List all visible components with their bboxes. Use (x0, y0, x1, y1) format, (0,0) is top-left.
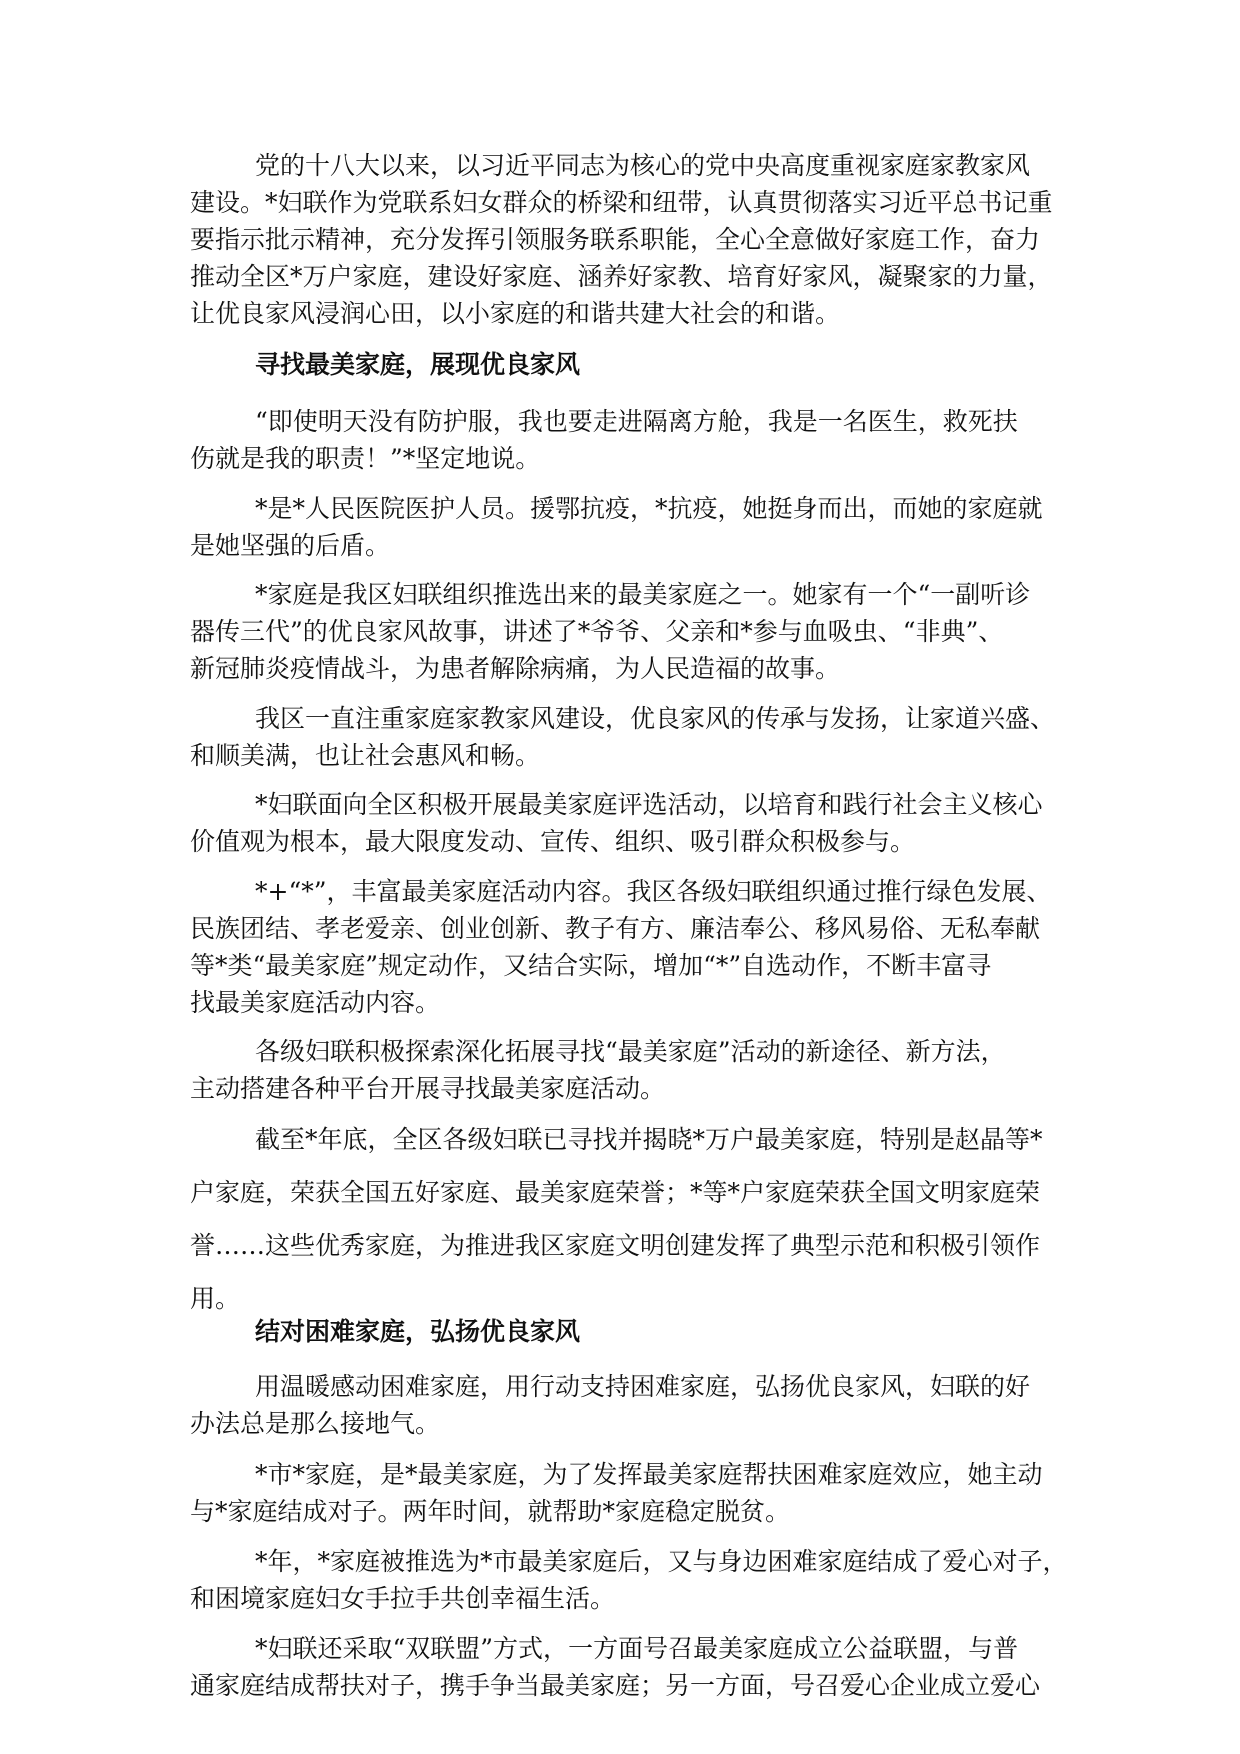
document-page (190, 0, 1068, 1754)
text-line: 和困境家庭妇女手拉手共创幸福生活。 (190, 1584, 616, 1613)
text-line: *市*家庭，是*最美家庭，为了发挥最美家庭帮扶困难家庭效应，她主动 (255, 1460, 1043, 1489)
text-line: *年，*家庭被推选为*市最美家庭后，又与身边困难家庭结成了爱心对子， (255, 1547, 1068, 1576)
text-line: 办法总是那么接地气。 (190, 1409, 441, 1438)
text-line: 伤就是我的职责！”*坚定地说。 (190, 444, 541, 473)
paragraph-activity-content (190, 873, 1050, 1021)
paragraph-support-families (190, 1368, 1050, 1442)
text-line: 让优良家风浸润心田，以小家庭的和谐共建大社会的和谐。 (190, 299, 841, 328)
section-heading-1: 寻找最美家庭，展现优良家风 (255, 350, 581, 379)
text-line: *家庭是我区妇联组织推选出来的最美家庭之一。她家有一个“一副听诊 (255, 580, 1031, 609)
text-line: 党的十八大以来，以习近平同志为核心的党中央高度重视家庭家教家风 (255, 151, 1031, 180)
text-line: 与*家庭结成对子。两年时间，就帮助*家庭稳定脱贫。 (190, 1497, 791, 1526)
paragraph-new-methods (190, 1033, 1050, 1107)
paragraph-dual-alliance (190, 1630, 1050, 1704)
text-line: 器传三代”的优良家风故事，讲述了*爷爷、父亲和*参与血吸虫、“非典”、 (190, 617, 1004, 646)
text-line: 誉……这些优秀家庭，为推进我区家庭文明创建发挥了典型示范和积极引领作 (190, 1231, 1041, 1260)
text-line: 建设。*妇联作为党联系妇女群众的桥梁和纽带，认真贯彻落实习近平总书记重 (190, 188, 1053, 217)
text-line: 是她坚强的后盾。 (190, 531, 391, 560)
text-line: *+“*”，丰富最美家庭活动内容。我区各级妇联组织通过推行绿色发展、 (255, 877, 1052, 906)
text-line: 民族团结、孝老爱亲、创业创新、教子有方、廉洁奉公、移风易俗、无私奉献 (190, 914, 1041, 943)
text-line: 各级妇联积极探索深化拓展寻找“最美家庭”活动的新途径、新方法， (255, 1037, 1006, 1066)
section-heading-2: 结对困难家庭，弘扬优良家风 (255, 1317, 581, 1346)
text-line: 要指示批示精神，充分发挥引领服务联系职能，全心全意做好家庭工作，奋力 (190, 225, 1041, 254)
paragraph-love-pair (190, 1543, 1068, 1617)
paragraph-doctor (190, 490, 1050, 564)
paragraph-selection-activity (190, 786, 1050, 860)
text-line: 用温暖感动困难家庭，用行动支持困难家庭，弘扬优良家风，妇联的好 (255, 1372, 1031, 1401)
paragraph-results (190, 1113, 1050, 1325)
text-line: 主动搭建各种平台开展寻找最美家庭活动。 (190, 1074, 666, 1103)
text-line: 通家庭结成帮扶对子，携手争当最美家庭；另一方面，号召爱心企业成立爱心 (190, 1671, 1041, 1700)
text-line: 推动全区*万户家庭，建设好家庭、涵养好家教、培育好家风，凝聚家的力量， (190, 262, 1053, 291)
paragraph-family-story (190, 576, 1050, 687)
paragraph-intro (190, 147, 1053, 332)
text-line: 用。 (190, 1284, 241, 1313)
text-line: 价值观为根本，最大限度发动、宣传、组织、吸引群众积极参与。 (190, 827, 916, 856)
text-line: *妇联面向全区积极开展最美家庭评选活动，以培育和践行社会主义核心 (255, 790, 1043, 819)
text-line: 户家庭，荣获全国五好家庭、最美家庭荣誉；*等*户家庭荣获全国文明家庭荣 (190, 1178, 1041, 1207)
text-line: “即使明天没有防护服，我也要走进隔离方舱，我是一名医生，救死扶 (255, 407, 1018, 436)
paragraph-quote (190, 403, 1050, 477)
text-line: 截至*年底，全区各级妇联已寻找并揭晓*万户最美家庭，特别是赵晶等* (255, 1125, 1043, 1154)
text-line: 新冠肺炎疫情战斗，为患者解除病痛，为人民造福的故事。 (190, 654, 841, 683)
text-line: *是*人民医院医护人员。援鄂抗疫，*抗疫，她挺身而出，而她的家庭就 (255, 494, 1043, 523)
paragraph-pairing (190, 1456, 1050, 1530)
text-line: *妇联还采取“双联盟”方式，一方面号召最美家庭成立公益联盟，与普 (255, 1634, 1019, 1663)
text-line: 我区一直注重家庭家教家风建设，优良家风的传承与发扬，让家道兴盛、 (255, 704, 1056, 733)
text-line: 和顺美满，也让社会惠风和畅。 (190, 741, 541, 770)
text-line: 等*类“最美家庭”规定动作，又结合实际，增加“*”自选动作，不断丰富寻 (190, 951, 992, 980)
text-line: 找最美家庭活动内容。 (190, 988, 441, 1017)
paragraph-district-focus (190, 700, 1056, 774)
